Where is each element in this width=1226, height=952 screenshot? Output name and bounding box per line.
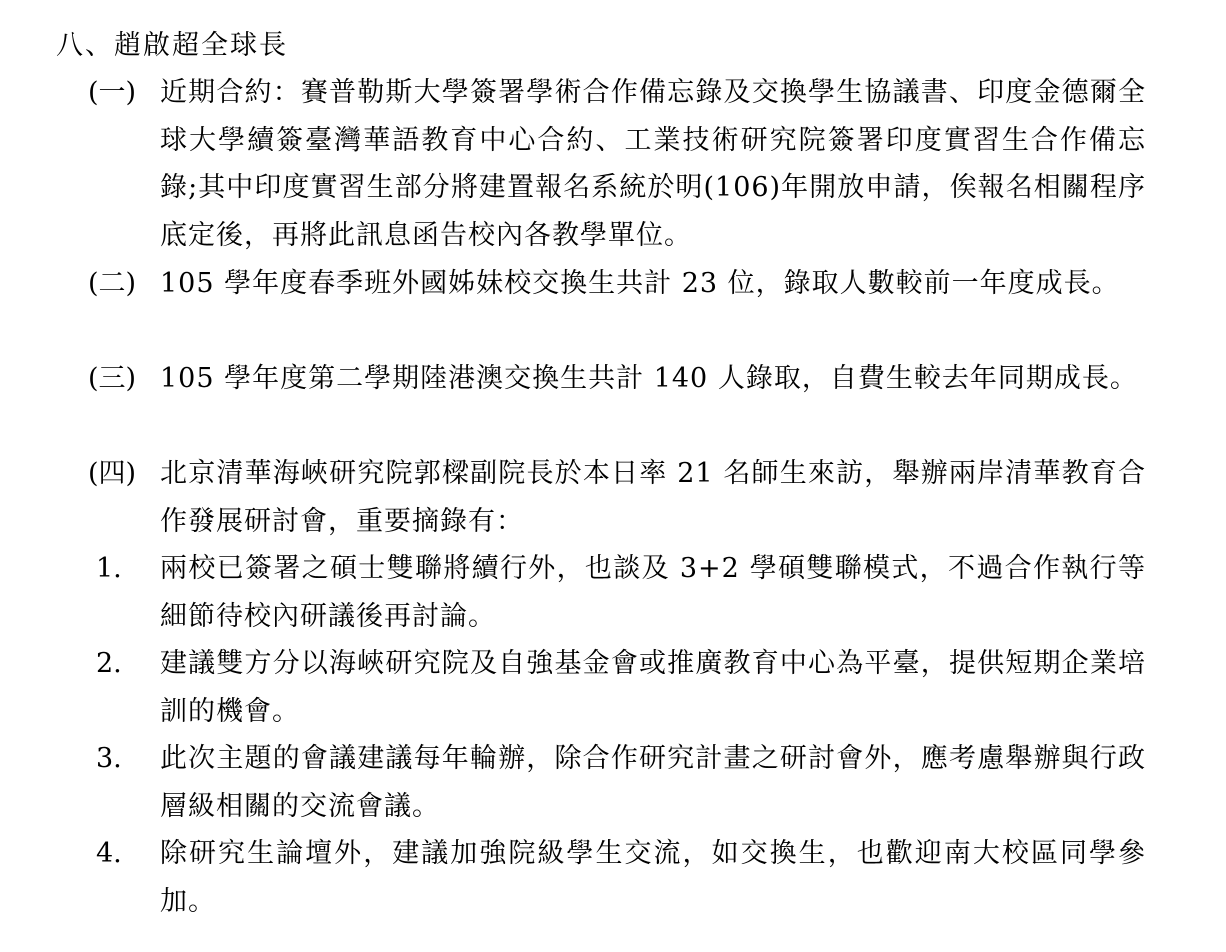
list-number: 2. (96, 648, 122, 679)
list-number: 1. (96, 553, 122, 584)
section-label: (一) (88, 77, 137, 108)
section-text: 北京清華海峽研究院郭樑副院長於本日率 21 名師生來訪，舉辦兩岸清華教育合作發展研討會，重要摘錄有： (160, 458, 1146, 537)
section-label: (二) (88, 268, 137, 299)
list-number: 3. (96, 743, 122, 774)
section-text: 105 學年度第二學期陸港澳交換生共計 140 人錄取，自費生較去年同期成長。 (160, 363, 1138, 394)
section-label: (三) (88, 363, 137, 394)
section-label: (四) (88, 458, 137, 489)
list-text: 建議雙方分以海峽研究院及自強基金會或推廣教育中心為平臺，提供短期企業培訓的機會。 (160, 648, 1146, 727)
section-text: 105 學年度春季班外國姊妹校交換生共計 23 位，錄取人數較前一年度成長。 (160, 268, 1120, 299)
list-number: 4. (96, 838, 122, 869)
list-text: 除研究生論壇外，建議加強院級學生交流，如交換生，也歡迎南大校區同學參加。 (160, 838, 1146, 917)
list-text: 此次主題的會議建議每年輪辦，除合作研究計畫之研討會外，應考慮舉辦與行政層級相關的交流會議。 (160, 743, 1146, 822)
section-heading: 八、趙啟超全球長 (56, 30, 288, 61)
list-text: 兩校已簽署之碩士雙聯將續行外，也談及 3+2 學碩雙聯模式，不過合作執行等細節待校內研議後再討論。 (160, 553, 1146, 632)
section-text: 近期合約：賽普勒斯大學簽署學術合作備忘錄及交換學生協議書、印度金德爾全球大學續簽臺灣華語教育中心合約、工業技術研究院簽署印度實習生合作備忘錄;其中印度實習生部分將建置報名系統於明(106)年開放申請，俟報名相關程序底定後，再將此訊息函告校內各教學單位。 (160, 77, 1146, 251)
